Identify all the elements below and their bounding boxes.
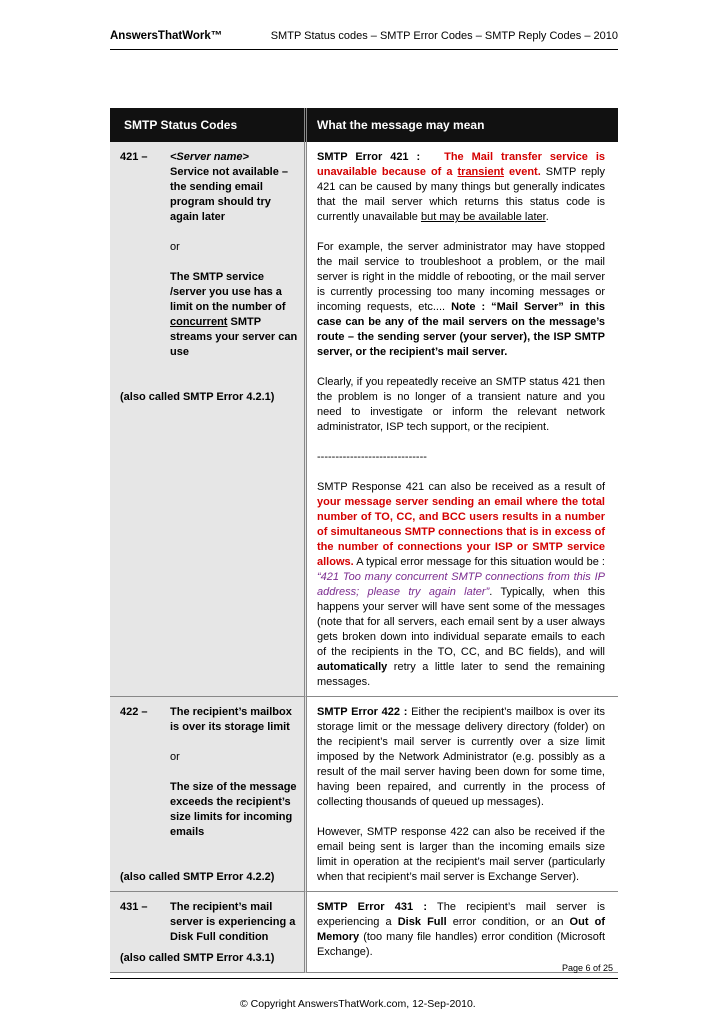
code-number: 431 –	[120, 901, 148, 913]
error-label-422: SMTP Error 422 :	[317, 706, 408, 718]
page-number: Page 6 of 25	[562, 963, 614, 973]
code-421-desc2b: SMTP streams your server can use	[170, 316, 298, 358]
code-421-desc2	[120, 270, 300, 360]
row-421-meaning-cell	[307, 142, 618, 697]
code-422-desc1: The recipient’s mailbox is over its storage limit	[170, 706, 292, 733]
p1b-431: The recipient’s mail server is experiencing a	[317, 901, 605, 928]
p1b-422: Either the recipient’s mailbox is over its storage limit or the message delivery directory (folder) on the recipient’s mail server is currently over a size limit imposed by the Network Administrator (e.g. possibly as a result of the mail server having been down for some time, having been repaired, and currently in the process of collecting thousands of queued up messages).	[317, 706, 605, 808]
p4g-421: retry a little later to send the remaining messages.	[317, 661, 605, 688]
p1f-431: (too many file handles) error condition (Microsoft Exchange).	[317, 931, 605, 958]
p2-422: However, SMTP response 422 can also be received if the email being sent is larger than the incoming emails size limit in operation at the recipient’s mail server (particularly when that recipient’s mail server is Exchange Server).	[317, 826, 605, 883]
row-421-code-cell	[110, 142, 307, 697]
p3-421: Clearly, if you repeatedly receive an SMTP status 421 then the problem is no longer of a transient nature and you need to investigate or inform the relevant network administrator, ISP tech support, or the recipient.	[317, 376, 605, 433]
page-header	[110, 30, 618, 44]
note-421: Note : “Mail Server” in this case can be any of the mail servers on the message’s route – the sending server (your server), the ISP SMTP server, or the recipient’s mail server.	[317, 301, 605, 358]
p2a-421: For example, the server administrator may have stopped the mail service to troubleshoot a problem, or the mail server is right in the middle of rebooting, or the mail server is currently processing too many incoming messages or incoming requests, etc....	[317, 241, 605, 313]
or-label: or	[170, 241, 180, 253]
table-row	[110, 892, 618, 973]
smtp-codes-table	[110, 108, 618, 973]
header-title: SMTP Status codes – SMTP Error Codes – SMTP Reply Codes – 2010	[270, 30, 618, 42]
p4c-421: A typical error message for this situation would be :	[353, 556, 605, 568]
p1d-431: error condition, or an	[446, 916, 570, 928]
code-421-desc1: Service not available – the sending email program should try again later	[170, 166, 289, 223]
code-number: 421 –	[120, 151, 148, 163]
code-431	[120, 900, 300, 945]
code-desc-421	[170, 150, 300, 225]
dashes-divider: ------------------------------	[317, 451, 427, 463]
col-header-meaning: What the message may mean	[307, 108, 618, 142]
also-called-421: (also called SMTP Error 4.2.1)	[120, 391, 275, 403]
concurrent-word: concurrent	[170, 316, 228, 328]
red-text-421: The Mail transfer service is unavailable because of a	[317, 151, 605, 178]
row-431-meaning-cell	[307, 892, 618, 973]
p1c-421: SMTP reply 421 can be caused by many things but generally indicates that the mail server which returns this status code is currently unavailable	[317, 166, 605, 223]
code-421-desc2a: The SMTP service /server you use has a limit on the number of	[170, 271, 286, 313]
code-422	[120, 705, 300, 735]
server-name: <Server name>	[170, 151, 249, 163]
row-422-code-cell	[110, 697, 307, 892]
event-word: event.	[508, 166, 541, 178]
p1e-421: .	[545, 211, 549, 223]
p1d-421: but may be available later	[420, 211, 546, 223]
copyright: © Copyright AnswersThatWork.com, 12-Sep-2010.	[240, 998, 476, 1010]
col-header-codes: SMTP Status Codes	[110, 108, 307, 142]
code-421	[120, 150, 300, 225]
p4a-421: SMTP Response 421 can also be received as a result of	[317, 481, 605, 493]
also-called-431: (also called SMTP Error 4.3.1)	[120, 952, 275, 964]
p4b-421: your message server sending an email where the total number of TO, CC, and BCC users results in a number of simultaneous SMTP connections that is in excess of the number of connections your ISP or SMTP service allows.	[317, 496, 605, 568]
table-header-row	[110, 108, 618, 142]
brand-name: AnswersThatWork™	[110, 30, 223, 42]
code-431-desc1: The recipient’s mail server is experiencing a Disk Full condition	[170, 901, 296, 943]
footer-rule	[110, 978, 618, 979]
disk-full-word: Disk Full	[397, 916, 447, 928]
transient-word: transient	[457, 166, 504, 178]
error-label-431: SMTP Error 431 :	[317, 901, 428, 913]
row-431-code-cell	[110, 892, 307, 973]
automatically-word: automatically	[317, 661, 388, 673]
or-label: or	[170, 751, 180, 763]
error-label-421: SMTP Error 421 :	[317, 151, 421, 163]
also-called-422: (also called SMTP Error 4.2.2)	[120, 871, 275, 883]
out-of-memory-word: Out of Memory	[317, 916, 605, 943]
header-rule	[110, 49, 618, 50]
p4e-421: . Typically, when this happens your server will have sent some of the messages (note that for all servers, each email sent by a user always gets broken down into individual separate emails to each of the recipients in the TO, CC, and BC fields), and will	[317, 586, 605, 658]
error-message-quote: “421 Too many concurrent SMTP connections from this IP address; please try again later”	[317, 571, 605, 598]
table-row	[110, 697, 618, 892]
code-422-desc2: The size of the message exceeds the recipient’s size limits for incoming emails	[170, 781, 297, 838]
row-422-meaning-cell	[307, 697, 618, 892]
code-number: 422 –	[120, 706, 148, 718]
table-row	[110, 142, 618, 697]
